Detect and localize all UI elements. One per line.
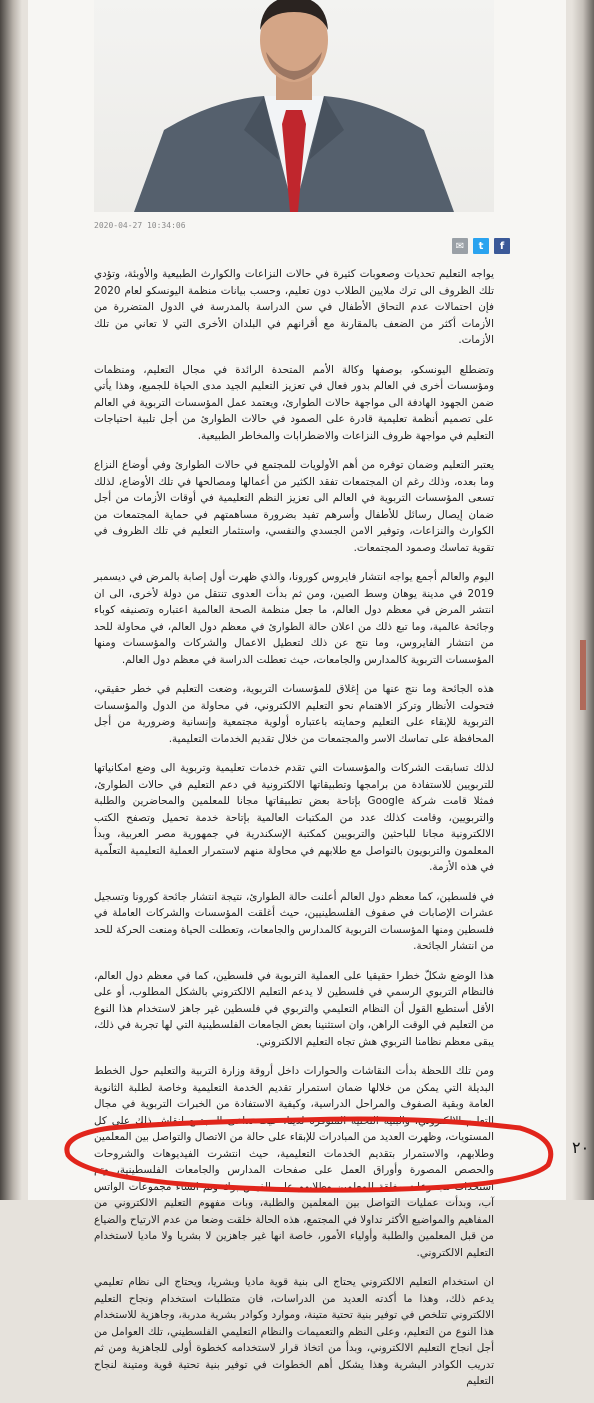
article-body [94,266,494,1403]
paragraph: يعتبر التعليم وضمان توفره من أهم الأولويات للمجتمع في حالات الطوارئ وفي أوضاع النزاع وما بعده، وذلك رغم ان المجتمعات تفقد الكثير من أعمالها ومصالحها في تلك الأوضاع، لذلك تسعى المؤسسات التربوية في العالم الى تعزيز النظم التعليمية في أوقات الأزمات من أجل ضمان إيصال رسائل للأطفال وأسرهم تفيد بضرورة مساهمتهم في حماية المجتمعات من الكوارث والنزاعات، وتوفير الامن الجسدي والنفسي، واستثمار التعليم في تلك الظروف في تقوية تماسك وصمود المجتمعات. [94,459,494,554]
share-buttons [452,238,510,254]
paragraph: في فلسطين، كما معظم دول العالم أعلنت حالة الطوارئ، نتيجة انتشار جائحة كورونا وتسجيل عشرات الإصابات في صفوف الفلسطينيين، حيث أغلقت المؤسسات والشركات العاملة في فلسطين ومنها المؤسسات التربوية كالمدارس والجامعات، وتعطلت الحياة ومنعت الحركة للحد من انتشار الجائحة. [94,890,494,952]
page-edge-mark [580,640,586,710]
twitter-icon[interactable]: t [473,238,489,254]
paragraph: لذلك تسابقت الشركات والمؤسسات التي تقدم خدمات تعليمية وتربوية الى وضع امكانياتها للتربويين للاستفادة من برامجها وتطبيقاتها الالكترونية في دعم التعليم في حالات الطوارئ، فمثلا قامت شركة Google بإتاحة بعض تطبيقاتها مجانا للمعلمين والمحاضرين والطلبة والتربويين، وقامت كذلك عدد من المكتبات العالمية بإتاحة خدمة تحميل وتصفح الكتب الالكترونية مجانا للباحثين والتربويين كمكتبة الإسكندرية في جمهورية مصر العربية، وبدأ المعلمون والتربويون بالتواصل مع طلابهم في محاولة منهم لاستمرار العملية التعليمية التعلّمية في هذه الأزمة. [94,762,494,873]
facebook-icon[interactable]: f [494,238,510,254]
paragraph: هذه الجائحة وما نتج عنها من إغلاق للمؤسسات التربوية، وضعت التعليم في خطر حقيقي، فتحولت الأنظار وتركز الاهتمام نحو التعليم الالكتروني، في محاولة من الدول والمؤسسات التربوية للإبقاء على التعليم وحمايته باعتباره أولوية مجتمعية وإنسانية وضرورية من أجل المحافظة على تماسك الاسر والمجتمعات من خلال تقديم الخدمات التعليمية. [94,683,494,745]
email-icon[interactable]: ✉ [452,238,468,254]
scan-right-edge [572,0,594,1200]
paragraph: هذا الوضع شكلّ خطرا حقيقيا على العملية التربوية في فلسطين، كما في معظم دول العالم، فالنظام التربوي الرسمي في فلسطين لا يدعم التعليم الالكتروني بالشكل المطلوب، أو على الأقل أستطيع القول أن النظام التعليمي والتربوي في فلسطين غير جاهز لاستخدام هذا النوع من التعليم في الوقت الراهن، وان استثنينا بعض الجامعات الفلسطينية التي لها تجربة في ذلك، يبقى معظم نظامنا التربوي هش تجاه التعليم الالكتروني. [94,969,494,1048]
scan-left-edge [0,0,22,1200]
paragraph: يواجه التعليم تحديات وصعوبات كثيرة في حالات النزاعات والكوارث الطبيعية والأوبئة، وتؤدي تلك الظروف الى ترك ملايين الطلاب دون تعليم، وحسب بيانات منظمة اليونسكو لعام 2020 فإن احتمالات عدم التحاق الأطفال في سن الدراسة بالمدرسة في الدول المتضررة من الأزمات أكثر من الضعف بالمقارنة مع أقرانهم في البلدان الأخرى التي لا تعاني من تلك الأزمات. [94,268,494,346]
author-photo [94,0,494,212]
publish-date: 2020-04-27 10:34:06 [94,221,186,230]
handwritten-margin-number: ٢٠ [572,1138,590,1157]
paragraph: وتضطلع اليونسكو، بوصفها وكالة الأمم المتحدة الرائدة في مجال التعليم، ومنظمات ومؤسسات أخرى في العالم بدور فعال في تعزيز التعليم الجيد مدى الحياة للجميع، وهذا يأتي ضمن الجهود الهادفة الى مواجهة حالات الطوارئ، ويعتمد عمل المؤسسات التربوية في العالم على تصميم أنظمة تعليمية قادرة على الصمود في حالات الطوارئ من أجل تلبية احتياجات التعليم في مواجهة ظروف النزاعات والاضطرابات والمخاطر الطبيعية. [94,363,494,442]
paragraph: ومن تلك اللحظة بدأت النقاشات والحوارات داخل أروقة وزارة التربية والتعليم حول الخطط البديلة التي يمكن من خلالها ضمان استمرار تقديم الخدمة التعليمية وخاصة لطلبة الثانوية العامة وبقية الصفوف والمراحل الدراسية، وكيفية الاستفادة من الخبرات التربوية في مجال التعليم الالكتروني، والبنية التحتية المتوفرة لدينا، حيث تداعى المجتمع لنقاش ذلك على كل المستويات، وظهرت العديد من المبادرات للإبقاء على حالة من الاتصال والتواصل بين المعلمين وطلابهم، والاستمرار بتقديم الخدمات التعليمية، حيث انتشرت الفيديوهات والشروحات والحصص المصورة وأوراق العمل على صفحات المدارس والجامعات الفلسطينية، وتم استحداث مجموعات مغلقة للمعلمين وطلابهم على الفيس بوك وتم انشاء مجموعات الواتس آب، وبدأت عمليات التواصل بين المعلمين والطلبة، وبات مفهوم التعليم الالكتروني من المفاهيم والمواضيع الأكثر تداولا في المجتمع، هذه الحالة خلقت وضعا من عدم الارتياح والضياع من قبل المعلمين والطلبة وأولياء الأمور، خاصة انها غير جاهزين لا بشريا ولا ماديا لاستخدام التعليم الالكتروني. [94,1065,494,1259]
highlighted-paragraph: ان استخدام التعليم الالكتروني يحتاج الى بنية قوية ماديا وبشريا، ويحتاج الى نظام تعليمي يدعم ذلك، وهذا ما أكدته العديد من الدراسات، فان متطلبات استخدام ونجاح التعليم الالكتروني تتلخص في توفير بنية تحتية متينة، وموارد وكوادر بشرية مدربة، وجاهزية للاستخدام هذا النوع من التعليم، وعلى النظم والتعميمات والنظام التعليمي الفلسطيني، تلك العوامل من أجل انجاح التعليم الالكتروني، وبدأ من اتخاذ قرار لاستخدامه كخطوة أولى للجاهزية ومن ثم تدريب الكوادر البشرية وهذا يشكل أهم الخطوات في توفير بنية تحتية قوية ومتينة لنجاح التعليم [94,1276,494,1387]
article-page [28,0,566,1387]
paragraph: اليوم والعالم أجمع يواجه انتشار فايروس كورونا، والذي ظهرت أول إصابة بالمرض في ديسمبر 2019 في مدينة يوهان وسط الصين، ومن ثم بدأت العدوى تنتقل من دولة لأخرى، الى ان انتشر المرض في معظم دول العالم، ما جعل منظمة الصحة العالمية اعتباره وتصنيفه كوباء وجائحة عالمية، وما تبع ذلك من اعلان حالة الطوارئ في معظم دول العالم، في محاولة للحد من انتشار الفايروس، وما نتج عن ذلك لتعطيل الاعمال والشركات والمؤسسات ومنها المؤسسات التربوية كالمدارس والجامعات، حيث تعطلت الدراسة في معظم دول العالم. [94,571,494,666]
